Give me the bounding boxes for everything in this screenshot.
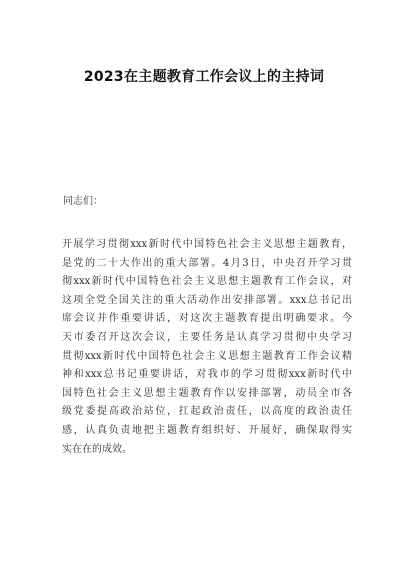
paragraph-line: 感，认真负责地把主题教育组织好、开展好，确保取得实 [62,424,352,436]
paragraph-line: 国特色社会主义思想主题教育作以安排部署，动员全市各 [62,387,352,399]
paragraph-line: 开展学习贯彻xxx新时代中国特色社会主义思想主题教育， [62,239,352,250]
paragraph-line: 席会议并作重要讲话，对这次主题教育提出明确要求。今 [62,313,352,325]
paragraph-line: 神和xxx总书记重要讲话，对我市的学习贯彻xxx新时代中 [62,369,352,381]
salutation: 同志们： [63,196,103,207]
body-paragraph [62,236,352,459]
paragraph-line: 实在在的成效。 [62,443,132,455]
document-title: 2023在主题教育工作会议上的主持词 [83,69,325,85]
paragraph-line: 这项全党全国关注的重大活动作出安排部署。xxx总书记出 [62,294,352,306]
paragraph-line: 天市委召开这次会议，主要任务是认真学习贯彻中央学习 [62,331,352,343]
paragraph-line: 级党委提高政治站位，扛起政治责任，以高度的政治责任 [62,406,352,418]
paragraph-line: 是党的二十大作出的重大部署。4月3日，中央召开学习贯 [62,257,352,269]
paragraph-line: 彻xxx新时代中国特色社会主义思想主题教育工作会议，对 [62,276,352,288]
paragraph-line: 贯彻xxx新时代中国特色社会主义思想主题教育工作会议精 [62,350,352,362]
